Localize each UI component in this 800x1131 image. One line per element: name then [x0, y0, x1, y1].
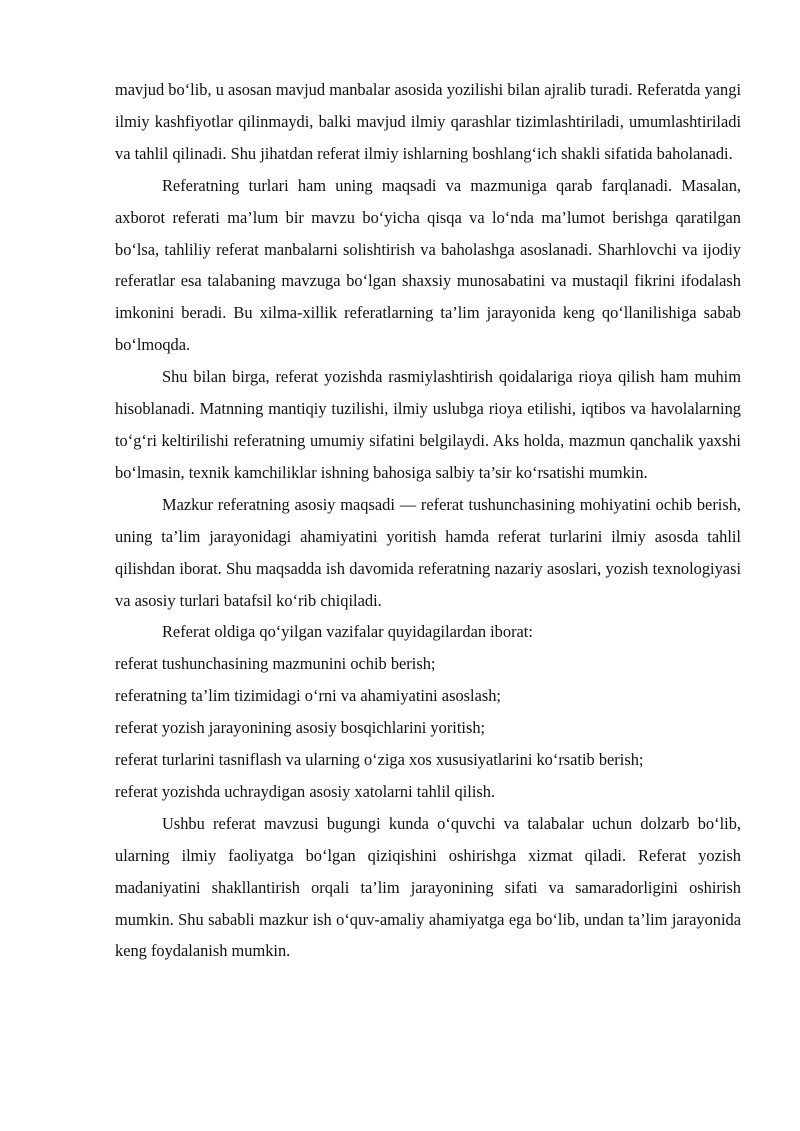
list-item: referat tushunchasining mazmunini ochib berish; [115, 654, 436, 674]
paragraph-tasks-intro: Referat oldiga qo‘yilgan vazifalar quyidagilardan iborat: [162, 622, 533, 642]
paragraph-continuation: mavjud bo‘lib, u asosan mavjud manbalar asosida yozilishi bilan ajralib turadi. Referatda yangi ilmiy kashfiyotlar qilinmaydi, balki mavjud ilmiy qarashlar tizimlashtiriladi, umumlashtiriladi va tahlil qilinadi. Shu jihatdan referat ilmiy ishlarning boshlang‘ich shakli sifatida baholanadi. [115, 80, 741, 163]
document-page [115, 74, 741, 967]
list-item: referatning ta’lim tizimidagi o‘rni va ahamiyatini asoslash; [115, 686, 501, 706]
task-list [115, 648, 741, 808]
list-item: referat turlarini tasniflash va ularning o‘ziga xos xususiyatlarini ko‘rsatib berish; [115, 750, 644, 770]
paragraph-main-goal: Mazkur referatning asosiy maqsadi — referat tushunchasining mohiyatini ochib berish, uning ta’lim jarayonidagi ahamiyatini yoritish hamda referat turlarini ilmiy asosda tahlil qilishdan iborat. Shu maqsadda ish davomida referatning nazariy asoslari, yozish texnologiyasi va asosiy turlari batafsil ko‘rib chiqiladi. [115, 494, 741, 610]
paragraph-formatting-rules: Shu bilan birga, referat yozishda rasmiylashtirish qoidalariga rioya qilish ham muhim hisoblanadi. Matnning mantiqiy tuzilishi, ilmiy uslubga rioya etilishi, iqtibos va havolalarning to‘g‘ri keltirilishi referatning umumiy sifatini belgilaydi. Aks holda, mazmun qanchalik yaxshi bo‘lmasin, texnik kamchiliklar ishning bahosiga salbiy ta’sir ko‘rsatishi mumkin. [115, 367, 741, 482]
list-item: referat yozish jarayonining asosiy bosqichlarini yoritish; [115, 718, 486, 738]
paragraph-relevance: Ushbu referat mavzusi bugungi kunda o‘quvchi va talabalar uchun dolzarb bo‘lib, ularning ilmiy faoliyatga bo‘lgan qiziqishini oshirishga xizmat qiladi. Referat yozish madaniyatini shakllantirish orqali ta’lim jarayonining sifati va samaradorligini oshirish mumkin. Shu sababli mazkur ish o‘quv-amaliy ahamiyatga ega bo‘lib, undan ta’lim jarayonida keng foydalanish mumkin. [115, 813, 741, 961]
paragraph-referat-types: Referatning turlari ham uning maqsadi va mazmuniga qarab farqlanadi. Masalan, axborot referati ma’lum bir mavzu bo‘yicha qisqa va lo‘nda ma’lumot berishga qaratilgan bo‘lsa, tahliliy referat manbalarni solishtirish va baholashga asoslanadi. Sharhlovchi va ijodiy referatlar esa talabaning mavzuga bo‘lgan shaxsiy munosabatini va mustaqil fikrini ifodalash imkonini beradi. Bu xilma-xillik referatlarning ta’lim jarayonida keng qo‘llanilishiga sabab bo‘lmoqda. [115, 175, 741, 355]
list-item: referat yozishda uchraydigan asosiy xatolarni tahlil qilish. [115, 781, 496, 801]
